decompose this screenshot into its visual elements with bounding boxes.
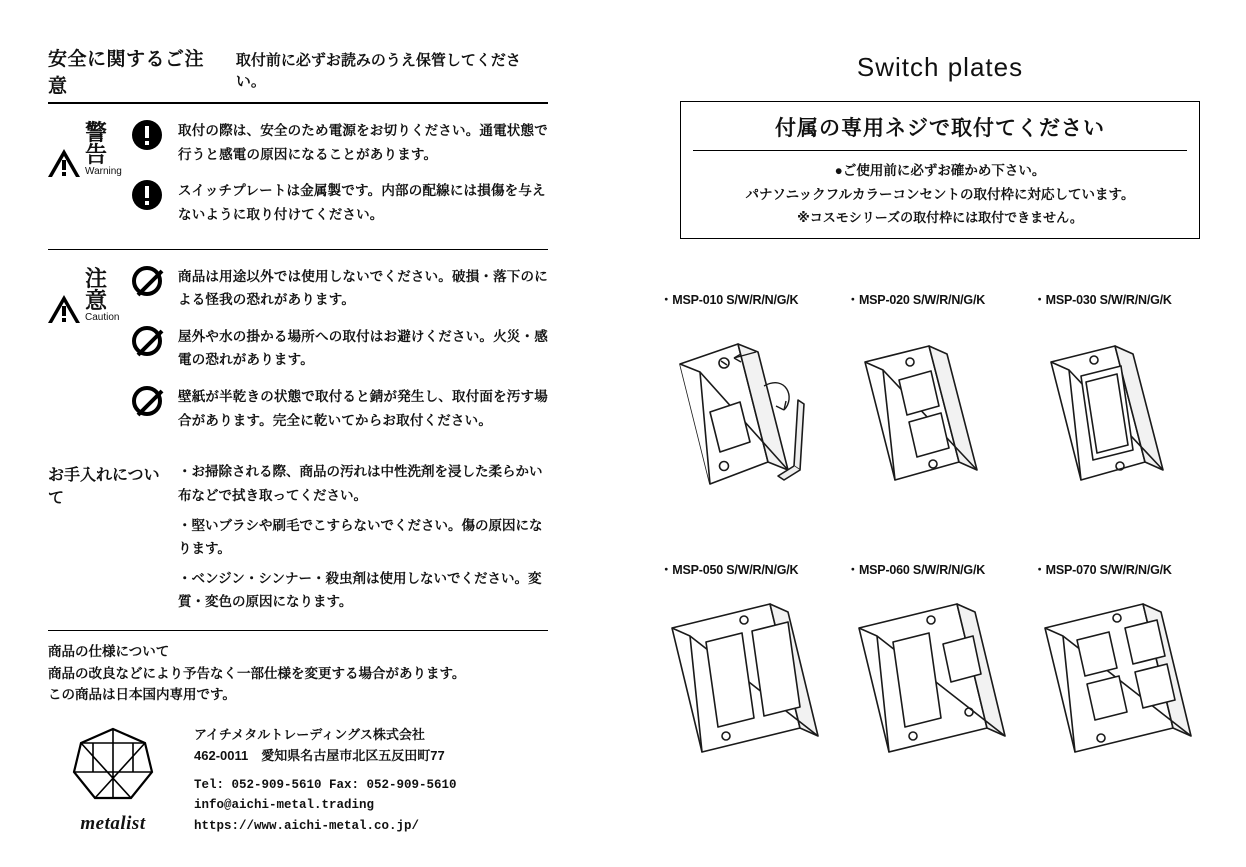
spec-block <box>48 631 548 706</box>
company-address: 462-0011 愛知県名古屋市北区五反田町77 <box>194 748 445 764</box>
caution-item-text: 壁紙が半乾きの状態で取付ると錆が発生し、取付面を汚す場合があります。完全に乾いてからお取付ください。 <box>178 389 548 428</box>
safety-subtitle: 取付前に必ずお読みのうえ保管してください。 <box>235 52 521 90</box>
spec-line: この商品は日本国内専用です。 <box>48 687 236 703</box>
company-logo-text: metalist <box>80 812 146 834</box>
company-url: https://www.aichi-metal.co.jp/ <box>194 818 420 833</box>
caution-item-text: 屋外や水の掛かる場所への取付はお避けください。火災・感電の恐れがあります。 <box>178 328 548 368</box>
exclamation-icon <box>132 118 166 166</box>
spec-line: 商品の改良などにより予告なく一部仕様を変更する場合があります。 <box>48 665 466 681</box>
notice-line-2: パナソニックフルカラーコンセントの取付枠に対応しています。 <box>745 187 1135 202</box>
prohibition-icon <box>132 384 166 432</box>
safety-panel <box>48 44 548 837</box>
warning-label-en: Warning <box>85 166 122 177</box>
company-email: info@aichi-metal.trading <box>194 798 375 813</box>
caution-item <box>132 324 548 372</box>
warning-items <box>132 118 548 239</box>
metalist-logo-icon <box>71 726 155 804</box>
product-cell <box>847 290 1034 544</box>
warning-triangle-icon <box>48 149 80 177</box>
company-address-block <box>194 720 457 837</box>
caution-item <box>132 384 548 432</box>
product-cell <box>1033 560 1220 814</box>
care-items <box>178 460 548 620</box>
care-item: ・お掃除される際、商品の汚れは中性洗剤を浸した柔らかい布などで拭き取ってください。 <box>178 464 543 503</box>
product-caption: ・MSP-060 S/W/R/N/G/K <box>846 563 986 577</box>
care-block <box>48 444 548 620</box>
product-cell <box>1033 290 1220 544</box>
product-caption: ・MSP-070 S/W/R/N/G/K <box>1033 563 1172 577</box>
company-block <box>48 720 548 837</box>
notice-line-3: ※コスモシリーズの取付枠には取付できません。 <box>797 210 1083 225</box>
caution-block <box>48 250 548 445</box>
product-caption: ・MSP-020 S/W/R/N/G/K <box>846 293 986 307</box>
product-cell <box>847 560 1034 814</box>
caution-items <box>132 264 548 445</box>
product-illustration <box>1033 584 1220 814</box>
caution-triangle-icon <box>48 295 80 323</box>
exclamation-icon <box>132 178 166 226</box>
product-cell <box>660 560 847 814</box>
care-item: ・ベンジン・シンナー・殺虫剤は使用しないでください。変質・変色の原因になります。 <box>178 570 542 610</box>
care-title: お手入れについて <box>48 467 160 508</box>
products-panel <box>660 44 1220 577</box>
warning-block <box>48 104 548 239</box>
product-illustration <box>1033 314 1220 544</box>
safety-header <box>48 44 548 104</box>
company-logo <box>48 720 178 835</box>
products-title: Switch plates <box>856 52 1024 82</box>
product-illustration <box>847 314 1034 544</box>
caution-item <box>132 264 548 312</box>
product-illustration <box>660 584 847 814</box>
safety-title: 安全に関するご注意 <box>48 49 205 97</box>
warning-item-text: スイッチプレートは金属製です。内部の配線には損傷を与えないように取り付けてください。 <box>178 183 546 222</box>
care-item: ・堅いブラシや刷毛でこすらないでください。傷の原因になります。 <box>178 517 543 557</box>
warning-label-jp: 警告 <box>85 120 109 167</box>
caution-label <box>48 264 122 445</box>
product-cell <box>660 290 847 544</box>
product-caption: ・MSP-050 S/W/R/N/G/K <box>660 563 799 577</box>
prohibition-icon <box>132 264 166 312</box>
product-caption: ・MSP-010 S/W/R/N/G/K <box>660 293 799 307</box>
product-grid <box>660 290 1220 814</box>
warning-label <box>48 118 122 239</box>
company-tel: Tel: 052-909-5610 Fax: 052-909-5610 <box>194 777 457 792</box>
notice-box <box>680 101 1200 239</box>
product-illustration <box>660 314 847 544</box>
caution-item-text: 商品は用途以外では使用しないでください。破損・落下のによる怪我の恐れがあります。 <box>178 268 548 308</box>
notice-line-1: ●ご使用前に必ずお確かめ下さい。 <box>834 163 1046 178</box>
warning-item-text: 取付の際は、安全のため電源をお切りください。通電状態で行うと感電の原因になることがあります。 <box>178 123 548 162</box>
company-name: アイチメタルトレーディングス株式会社 <box>194 726 425 742</box>
warning-item <box>132 118 548 166</box>
product-illustration <box>847 584 1034 814</box>
warning-item <box>132 178 548 226</box>
spec-title: 商品の仕様について <box>48 644 170 659</box>
caution-label-jp: 注意 <box>85 265 109 313</box>
caution-label-en: Caution <box>85 311 120 323</box>
product-caption: ・MSP-030 S/W/R/N/G/K <box>1033 293 1172 307</box>
prohibition-icon <box>132 324 166 372</box>
notice-headline: 付属の専用ネジで取付てください <box>693 112 1187 151</box>
